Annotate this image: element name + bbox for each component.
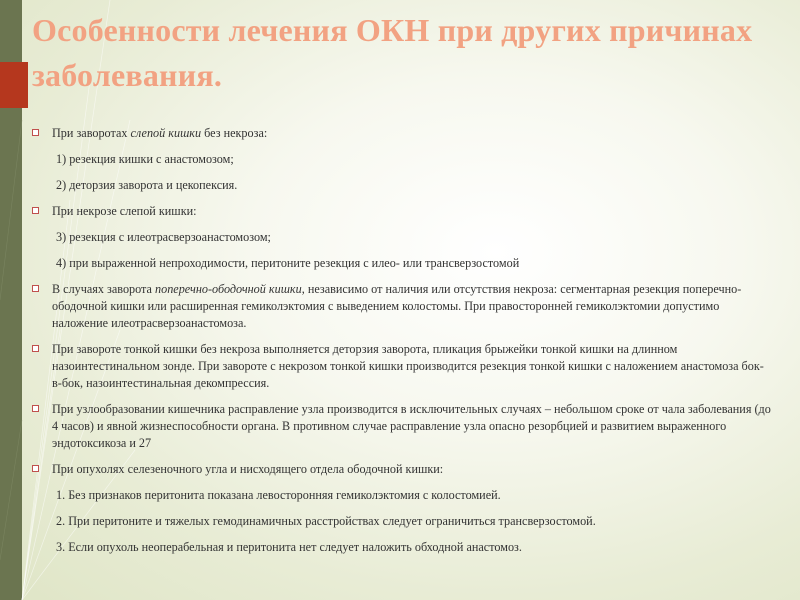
text-run: без некроза:	[201, 126, 268, 140]
text-run: При некрозе слепой кишки:	[52, 204, 197, 218]
bullet-item	[32, 461, 772, 478]
bullet-item	[32, 203, 772, 220]
text-run: 1) резекция кишки с анастомозом;	[56, 152, 234, 166]
item-text	[32, 177, 772, 194]
sub-item	[32, 255, 772, 272]
text-run: 1. Без признаков перитонита показана левосторонняя гемиколэктомия с колостомией.	[56, 488, 501, 502]
text-run: 2) деторзия заворота и цекопексия.	[56, 178, 238, 192]
text-run: 3. Если опухоль неоперабельная и перитонита нет следует наложить обходной анастомоз.	[56, 540, 522, 554]
sub-item	[32, 229, 772, 246]
sub-item	[32, 487, 772, 504]
bullet-item	[32, 401, 772, 452]
text-run: При опухолях селезеночного угла и нисходящего отдела ободочной кишки:	[52, 462, 444, 476]
sub-item	[32, 151, 772, 168]
text-run: При завороте тонкой кишки без некроза выполняется деторзия заворота, пликация брыжейки тонкой кишки на длинном назоинтестинальном зонде. При завороте с некрозом тонкой кишки производится резекция тонкой кишки с наложением анастомоза бок-в-бок, назоинтестинальная декомпрессия.	[52, 342, 764, 390]
item-text	[32, 401, 772, 452]
text-run: 3) резекция с илеотрасверзоанастомозом;	[56, 230, 271, 244]
italic-text: слепой кишки	[130, 126, 202, 140]
text-run: 4) при выраженной непроходимости, перитоните резекция с илео- или трансверзостомой	[56, 256, 520, 270]
item-text	[32, 203, 772, 220]
item-text	[32, 125, 772, 142]
italic-text: поперечно-ободочной кишки	[155, 282, 302, 296]
item-text	[32, 513, 772, 530]
item-text	[32, 487, 772, 504]
item-text	[32, 461, 772, 478]
slide-content	[32, 125, 772, 565]
item-text	[32, 281, 772, 332]
item-text	[32, 255, 772, 272]
item-text	[32, 539, 772, 556]
text-run: При заворотах	[52, 126, 131, 140]
text-run: , независимо от наличия или отсутствия некроза: сегментарная резекция поперечно-ободочной кишки или расширенная гемиколэктомия с выведением колостомы. При правосторонней гемиколэктомии допустимо наложение илеотрасверзоанастомоза.	[52, 282, 742, 330]
text-run: В случаях заворота	[52, 282, 155, 296]
bullet-item	[32, 341, 772, 392]
bullet-item	[32, 281, 772, 332]
sub-item	[32, 513, 772, 530]
sub-item	[32, 539, 772, 556]
sub-item	[32, 177, 772, 194]
bullet-item	[32, 125, 772, 142]
text-run: При узлообразовании кишечника расправление узла производится в исключительных случаях – небольшом сроке от чала заболевания (до 4 часов) и явной жизнеспособности органа. В противном случае расправление узла опасно резорбцией и развитием выраженного эндотоксикоза и 27	[52, 402, 771, 450]
item-text	[32, 229, 772, 246]
title-accent-tab	[0, 62, 28, 108]
item-text	[32, 341, 772, 392]
slide-title: Особенности лечения ОКН при других причинах заболевания.	[32, 12, 753, 93]
text-run: 2. При перитоните и тяжелых гемодинамичных расстройствах следует ограничиться трансверзостомой.	[56, 514, 596, 528]
item-text	[32, 151, 772, 168]
